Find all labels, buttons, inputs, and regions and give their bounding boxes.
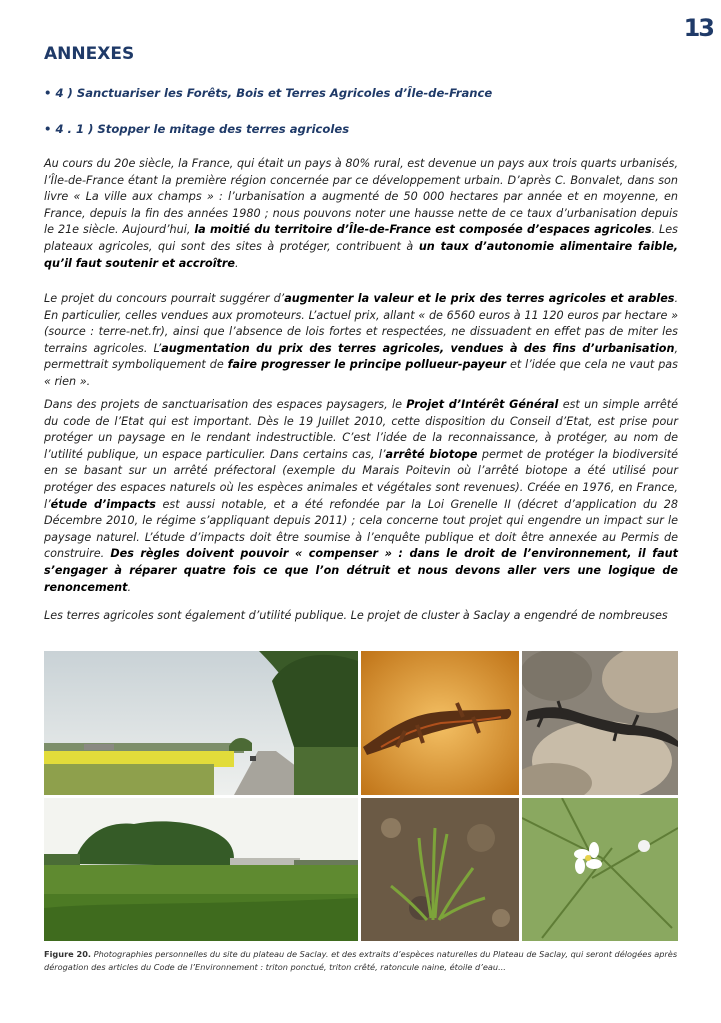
photo-grid	[44, 651, 678, 941]
page-number: 13	[683, 14, 713, 42]
photo-newt-rocks	[522, 651, 678, 795]
paragraph-3: Dans des projets de sanctuarisation des espaces paysagers, le Projet d’Intérêt Général est un simple arrêté du code de l’Etat qui est important. Dès le 19 Juillet 2010, cette disposition du Conseil d’Etat, est prise pour protéger un paysage en le rendant indestructible. C’est l’idée de la reconnaissance, à protéger, au nom de l’utilité publique, un espace particulier. Dans certains cas, l’arrêté biotope permet de protéger la biodiversité en se basant sur un arrêté préfectoral (exemple du Marais Poitevin où l’arrêté biotope a été utilisé pour protéger des espaces naturels où les espèces animales et végétales sont revenues). Créée en 1976, en France, l’étude d’impacts est aussi notable, et a été refondée par la Loi Grenelle II (décret d’application du 28 Décembre 2010, le régime s’appliquant depuis 2011) ; cela concerne tout projet qui engendre un impact sur le paysage naturel. L’étude d’impacts doit être soumise à l’enquête publique et doit être annexée au Permis de construire. Des règles doivent pouvoir « compenser » : dans le droit de l’environnement, il faut s’engager à réparer quatre fois ce que l’on détruit et nous devons aller vers une logique de renoncement.	[44, 398, 678, 594]
figure-caption: Figure 20. Photographies personnelles du site du plateau de Saclay. et des extraits d’espèces naturelles du Plateau de Saclay, qui seront délogées après dérogation des articles du Code de l’Environnement : triton ponctué, triton crêté, ratoncule naine, étoile d’eau...	[44, 949, 678, 972]
section-heading: • 4 ) Sanctuariser les Forêts, Bois et Terres Agricoles d’Île-de-France	[44, 86, 493, 100]
photo-meadow	[44, 798, 358, 941]
photo-field-road	[44, 651, 358, 795]
paragraph-1: Au cours du 20e siècle, la France, qui était un pays à 80% rural, est devenue un pays aux trois quarts urbanisés, l’Île-de-France étant la première région concernée par ce développement urbain. D’après C. Bonvalet, dans son livre « La ville aux champs » : l’urbanisation a augmenté de 50 000 hectares par année et en moyenne, en France, depuis la fin des années 1980 ; nous pouvons noter une hausse nette de ce taux d’urbanisation depuis le 21e siècle. Aujourd’hui, la moitié du territoire d’Île-de-France est composée d’espaces agricoles. Les plateaux agricoles, qui sont des sites à protéger, contribuent à un taux d’autonomie alimentaire faible, qu’il faut soutenir et accroître.	[44, 157, 678, 270]
paragraph-2: Le projet du concours pourrait suggérer d’augmenter la valeur et le prix des terres agricoles et arables. En particulier, celles vendues aux promoteurs. L’actuel prix, allant « de 6560 euros à 11 120 euros par hectare » (source : terre-net.fr), ainsi que l’absence de lois fortes et respectées, ne dissuadent en effet pas de miter les terrains agricoles. L’augmentation du prix des terres agricoles, vendues à des fins d’urbanisation, permettrait symboliquement de faire progresser le principe pollueur-payeur et l’idée que cela ne vaut pas « rien ».	[44, 292, 679, 388]
page-title: ANNEXES	[44, 44, 135, 64]
subsection-heading: • 4 . 1 ) Stopper le mitage des terres agricoles	[44, 122, 350, 136]
figure-label: Figure 20.	[44, 949, 92, 959]
photo-white-flower	[522, 798, 678, 941]
photo-plant-soil	[361, 798, 519, 941]
photo-newt-orange	[361, 651, 519, 795]
paragraph-4: Les terres agricoles sont également d’utilité publique. Le projet de cluster à Saclay a engendré de nombreuses	[44, 609, 668, 622]
